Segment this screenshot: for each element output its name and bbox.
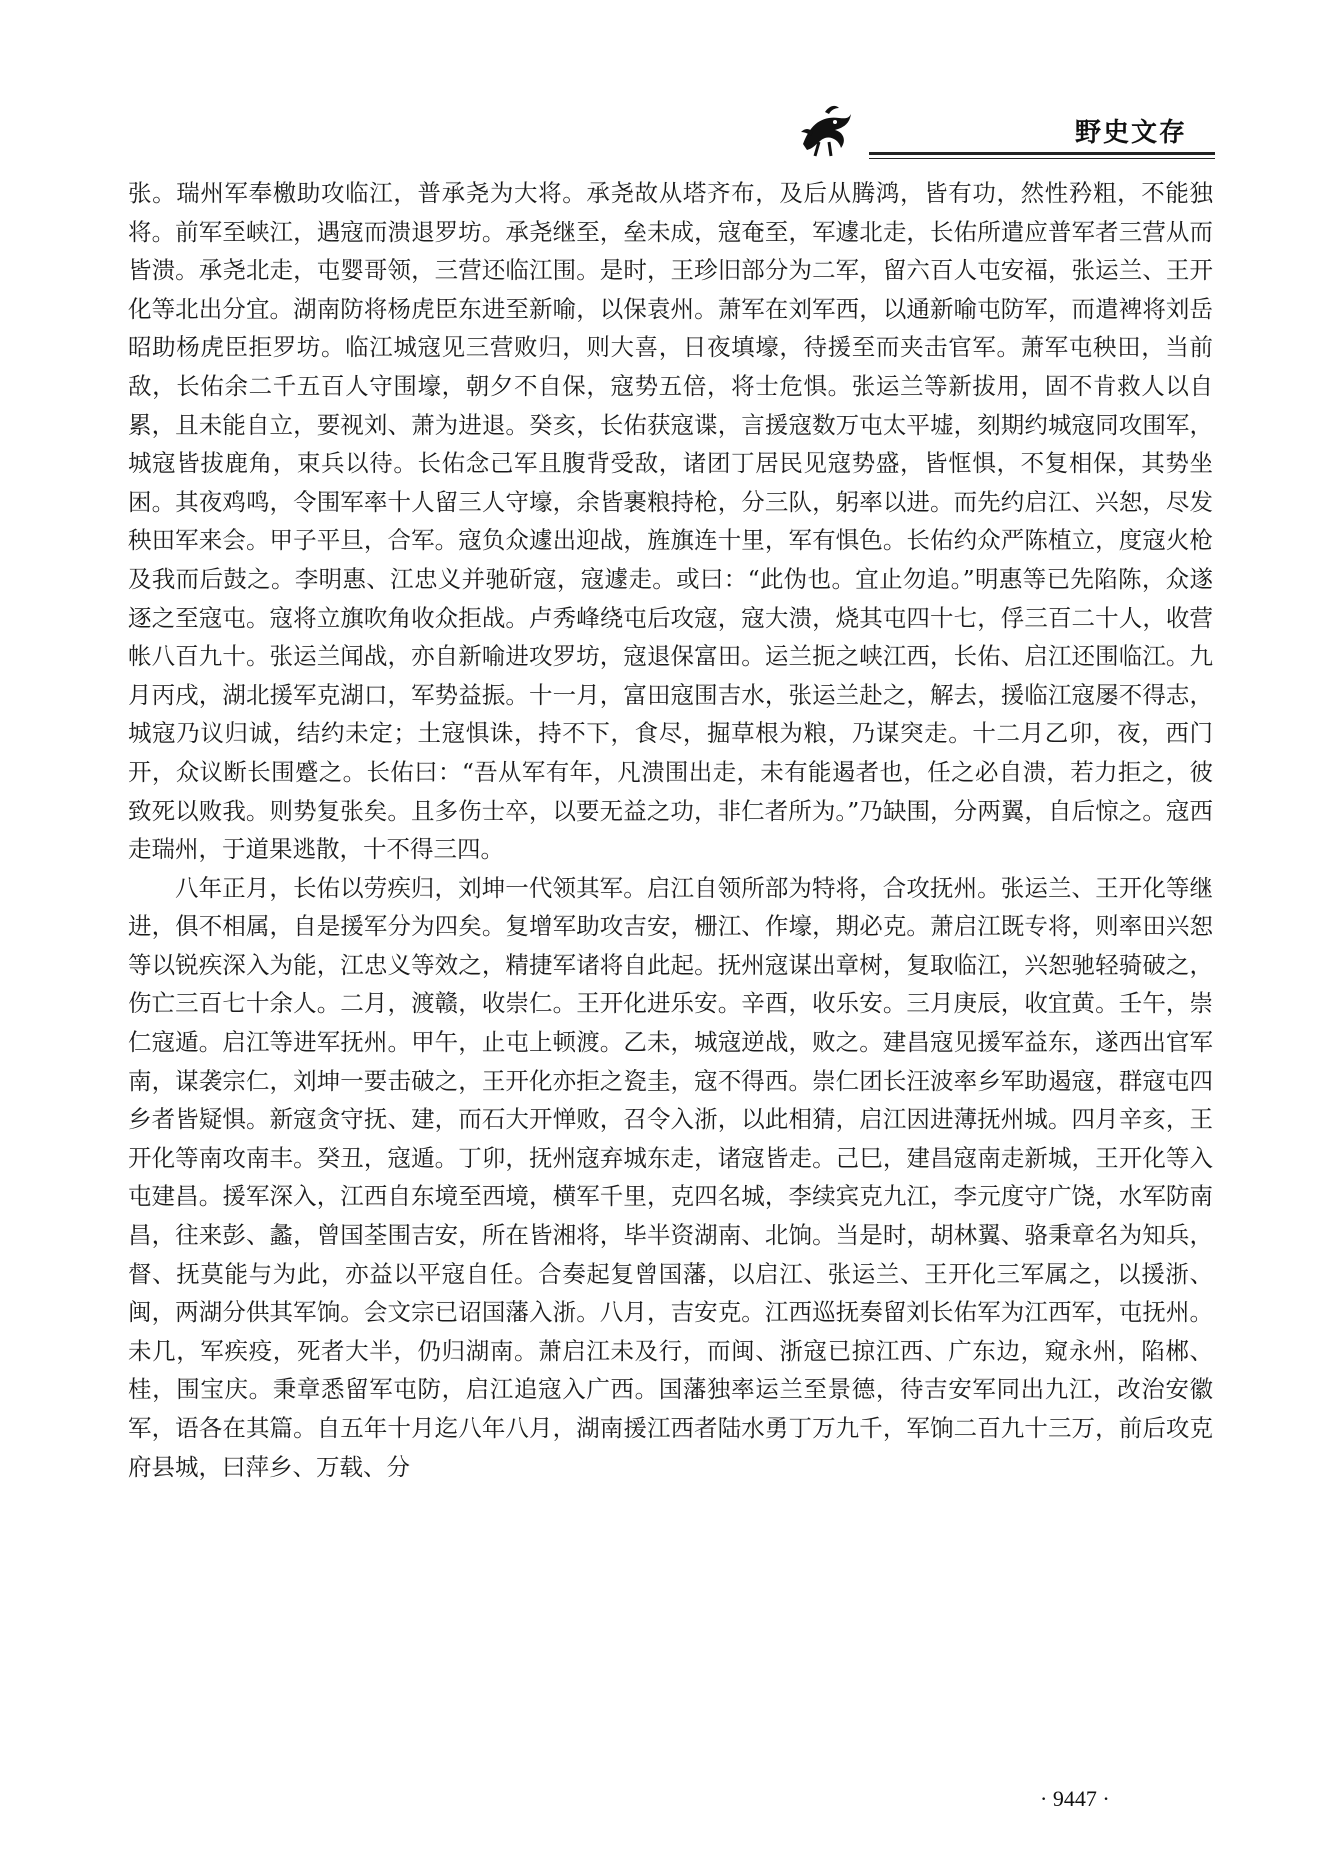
header-rule-thin: [869, 158, 1215, 159]
dragon-icon: [795, 98, 859, 162]
header-rule: [869, 152, 1215, 155]
page-title: 野史文存: [1075, 118, 1188, 148]
page-header: [795, 98, 1215, 162]
paragraph-2: 八年正月，长佑以劳疾归，刘坤一代领其军。启江自领所部为特将，合攻抚州。张运兰、王开化等继进，俱不相属，自是援军分为四矣。复增军助攻吉安，栅江、作壕，期必克。萧启江既专将，则率田兴恕等以锐疾深入为能，江忠义等效之，精捷军诸将自此起。抚州寇谋出章树，复取临江，兴恕驰轻骑破之，伤亡三百七十余人。二月，渡赣，收崇仁。王开化进乐安。辛酉，收乐安。三月庚辰，收宜黄。壬午，崇仁寇遁。启江等进军抚州。甲午，止屯上顿渡。乙未，城寇逆战，败之。建昌寇见援军益东，遂西出官军南，谋袭宗仁，刘坤一要击破之，王开化亦拒之瓷圭，寇不得西。崇仁团长汪波率乡军助遏寇，群寇屯四乡者皆疑惧。新寇贪守抚、建，而石大开惮败，召令入浙，以此相猜，启江因进薄抚州城。四月辛亥，王开化等南攻南丰。癸丑，寇遁。丁卯，抚州寇弃城东走，诸寇皆走。己巳，建昌寇南走新城，王开化等入屯建昌。援军深入，江西自东境至西境，横军千里，克四名城，李续宾克九江，李元度守广饶，水军防南昌，往来彭、蠡，曾国荃围吉安，所在皆湘将，毕半资湖南、北饷。当是时，胡林翼、骆秉章名为知兵，督、抚莫能与为此，亦益以平寇自任。合奏起复曾国藩，以启江、张运兰、王开化三军属之，以援浙、闽，两湖分供其军饷。会文宗已诏国藩入浙。八月，吉安克。江西巡抚奏留刘长佑军为江西军，屯抚州。未几，军疾疫，死者大半，仍归湖南。萧启江未及行，而闽、浙寇已掠江西、广东边，窥永州，陷郴、桂，围宝庆。秉章悉留军屯防，启江追寇入广西。国藩独率运兰至景德，待吉安军同出九江，改治安徽军，语各在其篇。自五年十月迄八年八月，湖南援江西者陆水勇丁万九千，军饷二百九十三万，前后攻克府县城，曰萍乡、万载、分: [128, 873, 1213, 1481]
main-text: [128, 174, 1213, 1486]
paragraph-1: 张。瑞州军奉檄助攻临江，普承尧为大将。承尧故从塔齐布，及后从腾鸿，皆有功，然性矜粗，不能独将。前军至峡江，遇寇而溃退罗坊。承尧继至，垒未成，寇奄至，军遽北走，长佑所遣应普军者三营从而皆溃。承尧北走，屯婴哥领，三营还临江围。是时，王珍旧部分为二军，留六百人屯安福，张运兰、王开化等北出分宜。湖南防将杨虎臣东进至新喻，以保袁州。萧军在刘军西，以通新喻屯防军，而遣裨将刘岳昭助杨虎臣拒罗坊。临江城寇见三营败归，则大喜，日夜填壕，待援至而夹击官军。萧军屯秧田，当前敌，长佑余二千五百人守围壕，朝夕不自保，寇势五倍，将士危惧。张运兰等新拔用，固不肯救人以自累，且未能自立，要视刘、萧为进退。癸亥，长佑获寇谍，言援寇数万屯太平墟，刻期约城寇同攻围军，城寇皆拔鹿角，束兵以待。长佑念己军且腹背受敌，诸团丁居民见寇势盛，皆恇惧，不复相保，其势坐困。其夜鸡鸣，令围军率十人留三人守壕，余皆裹粮持枪，分三队，躬率以进。而先约启江、兴恕，尽发秧田军来会。甲子平旦，合军。寇负众遽出迎战，旌旗连十里，军有惧色。长佑约众严陈植立，度寇火枪及我而后鼓之。李明惠、江忠义并驰斫寇，寇遽走。或曰：“此伪也。宜止勿追。”明惠等已先陷陈，众遂逐之至寇屯。寇将立旗吹角收众拒战。卢秀峰绕屯后攻寇，寇大溃，烧其屯四十七，俘三百二十人，收营帐八百九十。张运兰闻战，亦自新喻进攻罗坊，寇退保富田。运兰扼之峡江西，长佑、启江还围临江。九月丙戌，湖北援军克湖口，军势益振。十一月，富田寇围吉水，张运兰赴之，解去，援临江寇屡不得志，城寇乃议归诚，结约未定；土寇惧诛，持不下，食尽，掘草根为粮，乃谋突走。十二月乙卯，夜，西门开，众议断长围蹙之。长佑曰：“吾从军有年，凡溃围出走，未有能遏者也，任之必自溃，若力拒之，彼致死以败我。则势复张矣。且多伤士卒，以要无益之功，非仁者所为。”乃缺围，分两翼，自后惊之。寇西走瑞州，于道果逃散，十不得三四。: [128, 179, 1213, 864]
page-number: · 9447 ·: [1040, 1786, 1110, 1811]
